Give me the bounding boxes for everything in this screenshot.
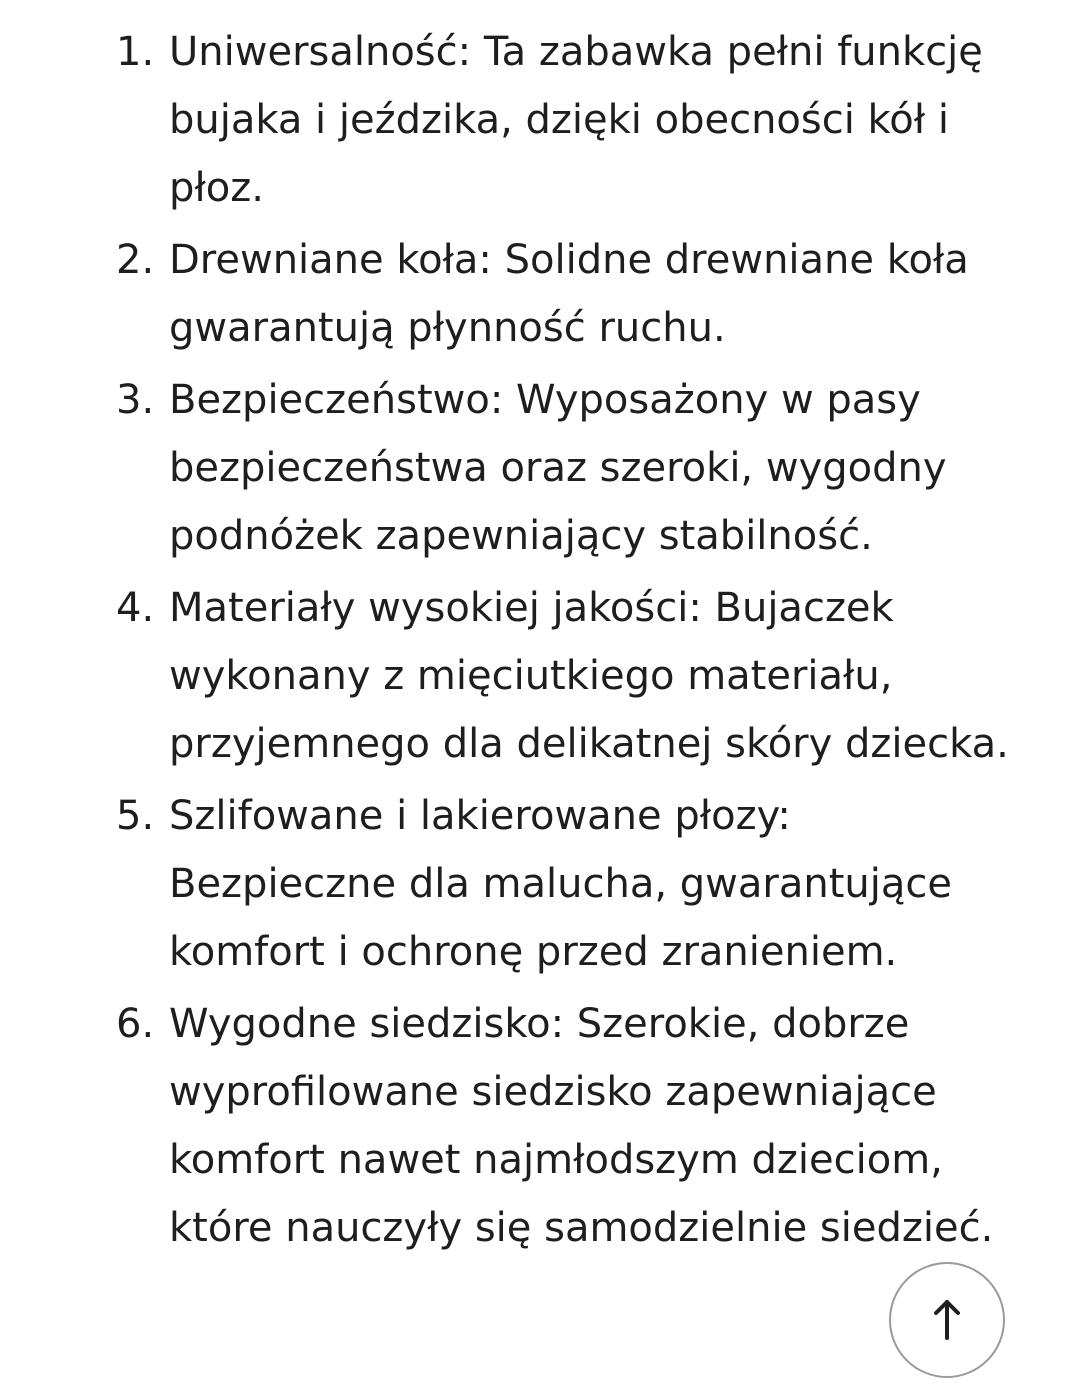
list-item-text: Materiały wysokiej jakości: Bujaczek wykonany z mięciutkiego materiału, przyjemnego dla delikatnej skóry dziecka. xyxy=(169,585,1009,767)
list-item-text: Uniwersalność: Ta zabawka pełni funkcję bujaka i jeździka, dzięki obecności kół i płoz. xyxy=(169,29,983,211)
list-item xyxy=(0,574,1080,778)
list-item-text: Szlifowane i lakierowane płozy: Bezpieczne dla malucha, gwarantujące komfort i ochronę przed zranieniem. xyxy=(169,793,952,975)
arrow-up-icon xyxy=(932,1298,962,1342)
list-item-number: 2. xyxy=(116,237,155,283)
scroll-to-top-button[interactable] xyxy=(889,1262,1005,1378)
list-item xyxy=(0,782,1080,986)
list-item xyxy=(0,366,1080,570)
feature-list-section xyxy=(0,18,1080,1266)
feature-list xyxy=(0,18,1080,1262)
list-item-number: 3. xyxy=(116,377,155,423)
list-item-text: Drewniane koła: Solidne drewniane koła gwarantują płynność ruchu. xyxy=(169,237,969,351)
list-item-text: Wygodne siedzisko: Szerokie, dobrze wyprofilowane siedzisko zapewniające komfort nawet najmłodszym dzieciom, które nauczyły się samodzielnie siedzieć. xyxy=(169,1001,994,1251)
list-item xyxy=(0,226,1080,362)
list-item xyxy=(0,18,1080,222)
list-item-number: 6. xyxy=(116,1001,155,1047)
list-item-text: Bezpieczeństwo: Wyposażony w pasy bezpieczeństwa oraz szeroki, wygodny podnóżek zapewniający stabilność. xyxy=(169,377,947,559)
list-item-number: 5. xyxy=(116,793,155,839)
list-item-number: 4. xyxy=(116,585,155,631)
list-item xyxy=(0,990,1080,1262)
list-item-number: 1. xyxy=(116,29,155,75)
